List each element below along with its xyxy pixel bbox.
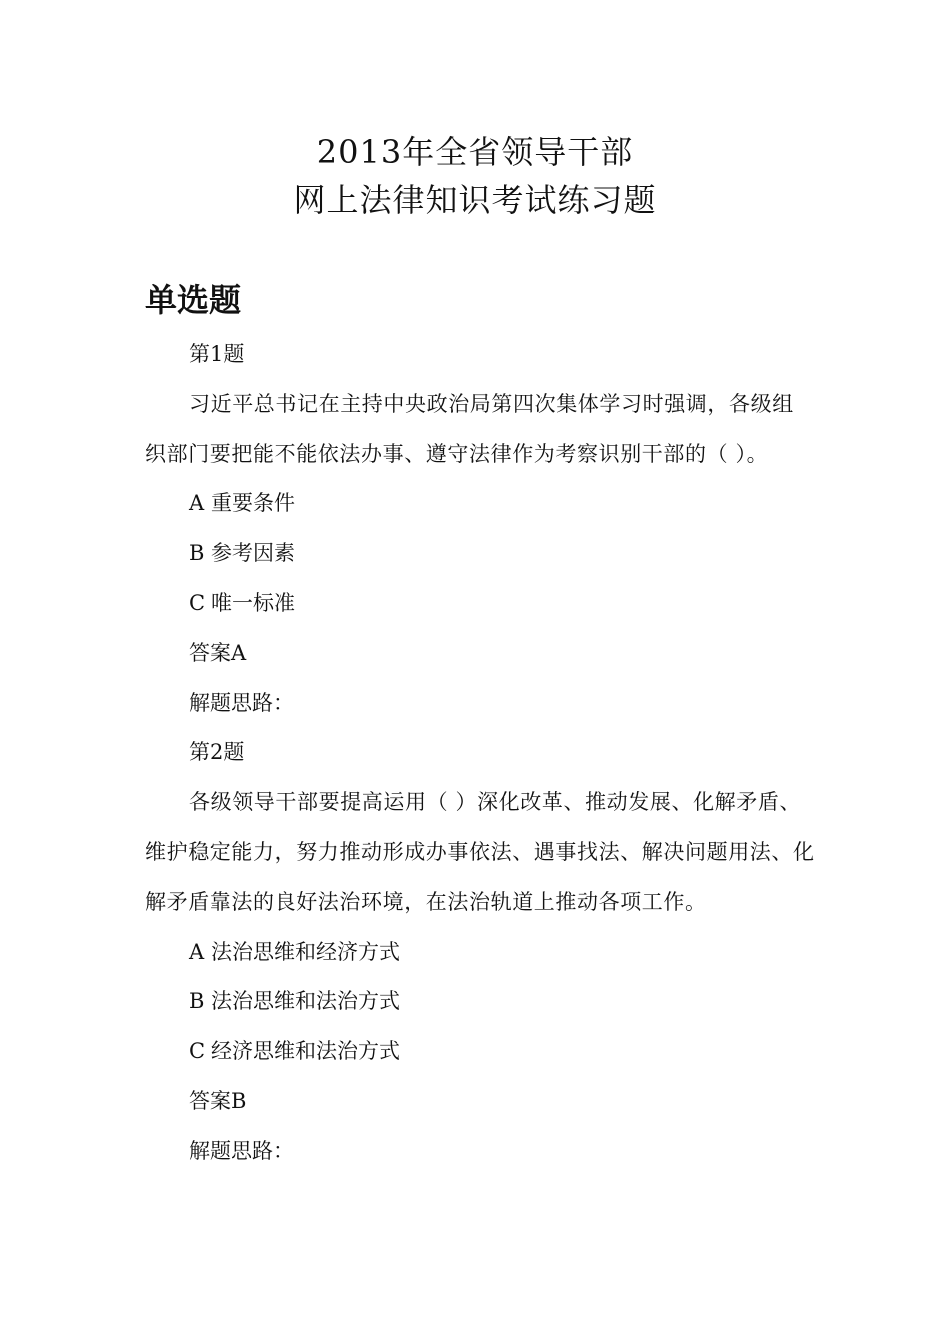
option-b	[145, 529, 815, 579]
answer: 答案A	[189, 640, 247, 665]
document-title	[0, 128, 950, 224]
option-text: 唯一标准	[211, 590, 295, 615]
option-letter: B	[189, 541, 205, 566]
option-text: 参考因素	[211, 541, 295, 566]
analysis-label: 解题思路：	[189, 690, 294, 715]
question-stem: 习近平总书记在主持中央政治局第四次集体学习时强调，各级组织部门要把能不能依法办事、遵守法律作为考察识别干部的（ ）。	[145, 391, 794, 466]
answer: 答案B	[189, 1088, 247, 1113]
option-text: 法治思维和经济方式	[211, 939, 400, 964]
option-c	[145, 1027, 815, 1077]
option-text: 重要条件	[211, 491, 295, 516]
option-letter: C	[189, 590, 206, 615]
question-1	[145, 330, 815, 728]
title-line-2: 网上法律知识考试练习题	[293, 181, 657, 219]
option-letter: A	[189, 491, 205, 516]
option-a	[145, 479, 815, 529]
option-letter: A	[189, 939, 205, 964]
option-text: 法治思维和法治方式	[211, 989, 400, 1014]
option-a	[145, 928, 815, 978]
question-number: 第2题	[189, 740, 245, 765]
question-2	[145, 728, 815, 1176]
option-c	[145, 579, 815, 629]
question-number: 第1题	[189, 342, 245, 366]
option-letter: C	[189, 1039, 206, 1064]
option-text: 经济思维和法治方式	[211, 1039, 400, 1064]
option-b	[145, 977, 815, 1027]
section-heading: 单选题	[145, 281, 242, 319]
option-letter: B	[189, 989, 205, 1014]
question-list	[145, 330, 815, 1177]
question-stem: 各级领导干部要提高运用（ ）深化改革、推动发展、化解矛盾、维护稳定能力，努力推动形成办事依法、遇事找法、解决问题用法、化解矛盾靠法的良好法治环境，在法治轨道上推动各项工作。	[145, 790, 815, 914]
analysis-label: 解题思路：	[189, 1138, 294, 1163]
title-line-1: 2013年全省领导干部	[316, 133, 634, 171]
